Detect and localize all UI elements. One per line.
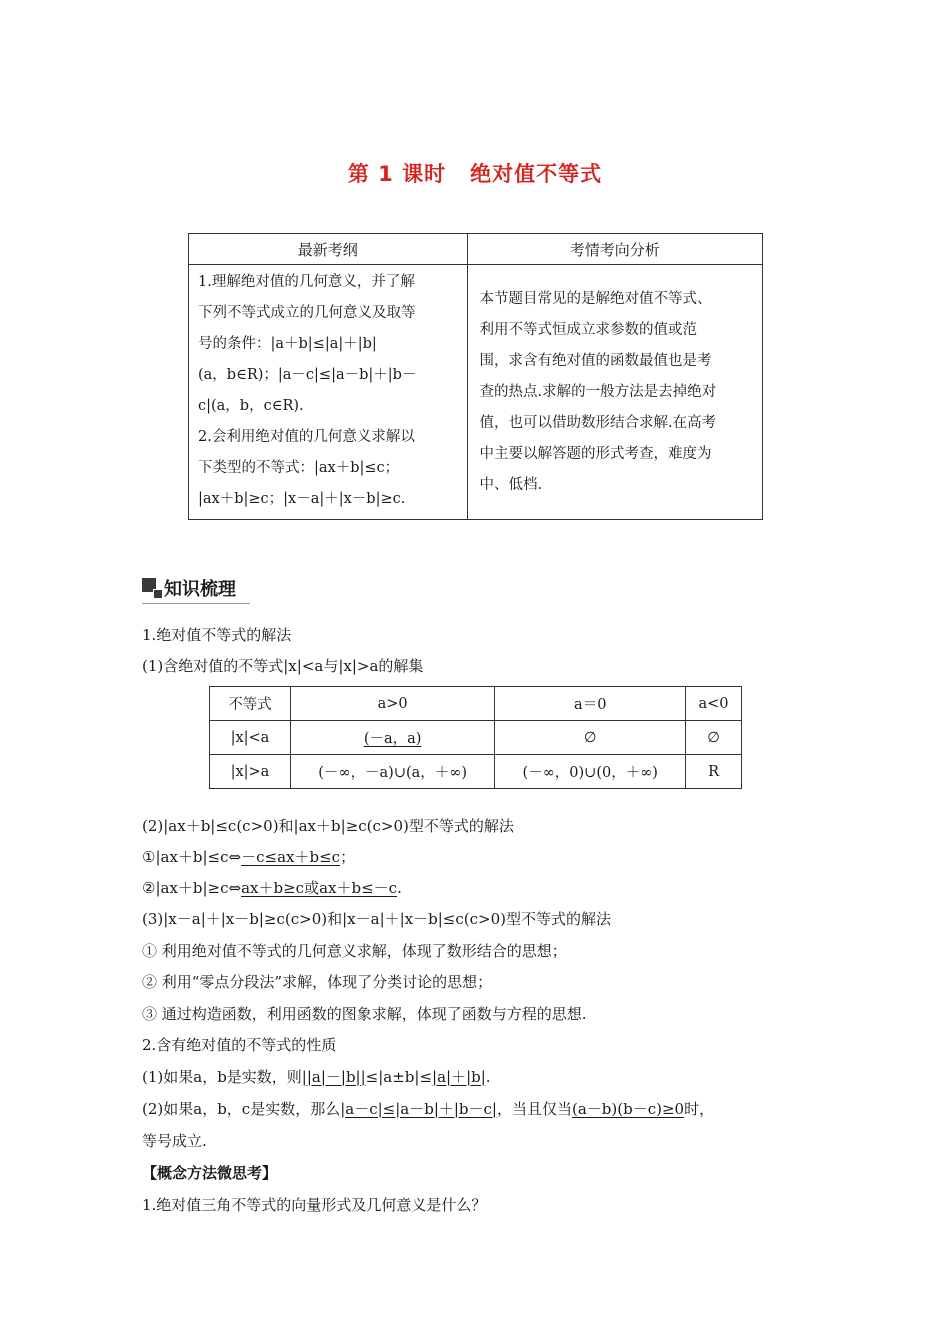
page-title: 第 1 课时 绝对值不等式 <box>347 162 603 186</box>
text-line: (1)如果a，b是实数，则||a|－|b||≤|a±b|≤|a|＋|b|. <box>142 1068 491 1086</box>
analysis-cell: 本节题目常见的是解绝对值不等式、 利用不等式恒成立求参数的值或范 围，求含有绝对值的函数最值也是考 查的热点.求解的一般方法是去掉绝对 值，也可以借助数形结合求解.在高考 中主要以解答题的形式考查，难度为 中、低档. <box>467 265 762 520</box>
text-line: ③ 通过构造函数，利用函数的图象求解，体现了函数与方程的思想. <box>142 1005 587 1023</box>
text-line: 2.含有绝对值的不等式的性质 <box>142 1036 337 1054</box>
text-line: ①|ax＋b|≤c⇔－c≤ax＋b≤c； <box>142 848 356 866</box>
outline-header-analysis: 考情考向分析 <box>467 234 762 265</box>
subsection-heading: 【概念方法微思考】 <box>142 1164 278 1182</box>
text-line: ② 利用“零点分段法”求解，体现了分类讨论的思想； <box>142 973 493 991</box>
table-row: 不等式 a>0 a＝0 a<0 <box>210 687 742 721</box>
table-row: |x|>a (－∞，－a)∪(a，＋∞) (－∞，0)∪(0，＋∞) R <box>210 755 742 789</box>
table-row: |x|<a (－a，a) ∅ ∅ <box>210 721 742 755</box>
text-line: ① 利用绝对值不等式的几何意义求解，体现了数形结合的思想； <box>142 942 567 960</box>
text-line: 1.绝对值三角不等式的向量形式及几何意义是什么？ <box>142 1196 487 1214</box>
outline-table <box>188 233 763 520</box>
section-square-small-icon <box>153 589 163 599</box>
outline-header-syllabus: 最新考纲 <box>189 234 468 265</box>
text-line: 1.绝对值不等式的解法 <box>142 626 292 644</box>
text-line: (2)如果a，b，c是实数，那么|a－c|≤|a－b|＋|b－c|，当且仅当(a－b)(b－c)≥0时， <box>142 1100 715 1118</box>
section-heading: 知识梳理 <box>142 575 250 604</box>
text-line: ②|ax＋b|≥c⇔ax＋b≥c或ax＋b≤－c. <box>142 879 402 897</box>
text-line: (1)含绝对值的不等式|x|<a与|x|>a的解集 <box>142 657 424 675</box>
syllabus-cell: 1.理解绝对值的几何意义，并了解 下列不等式成立的几何意义及取等 号的条件：|a＋b|≤|a|＋|b| (a，b∈R)；|a－c|≤|a－b|＋|b－ c|(a，b，c∈R). 2.会利用绝对值的几何意义求解以 下类型的不等式：|ax＋b|≤c； |ax＋b|≥c；|x－a|＋|x－b|≥c. <box>189 265 468 520</box>
text-line: 等号成立. <box>142 1132 207 1150</box>
text-line: (3)|x－a|＋|x－b|≥c(c>0)和|x－a|＋|x－b|≤c(c>0)型不等式的解法 <box>142 910 611 928</box>
solution-table <box>209 686 742 789</box>
text-line: (2)|ax＋b|≤c(c>0)和|ax＋b|≥c(c>0)型不等式的解法 <box>142 817 514 835</box>
